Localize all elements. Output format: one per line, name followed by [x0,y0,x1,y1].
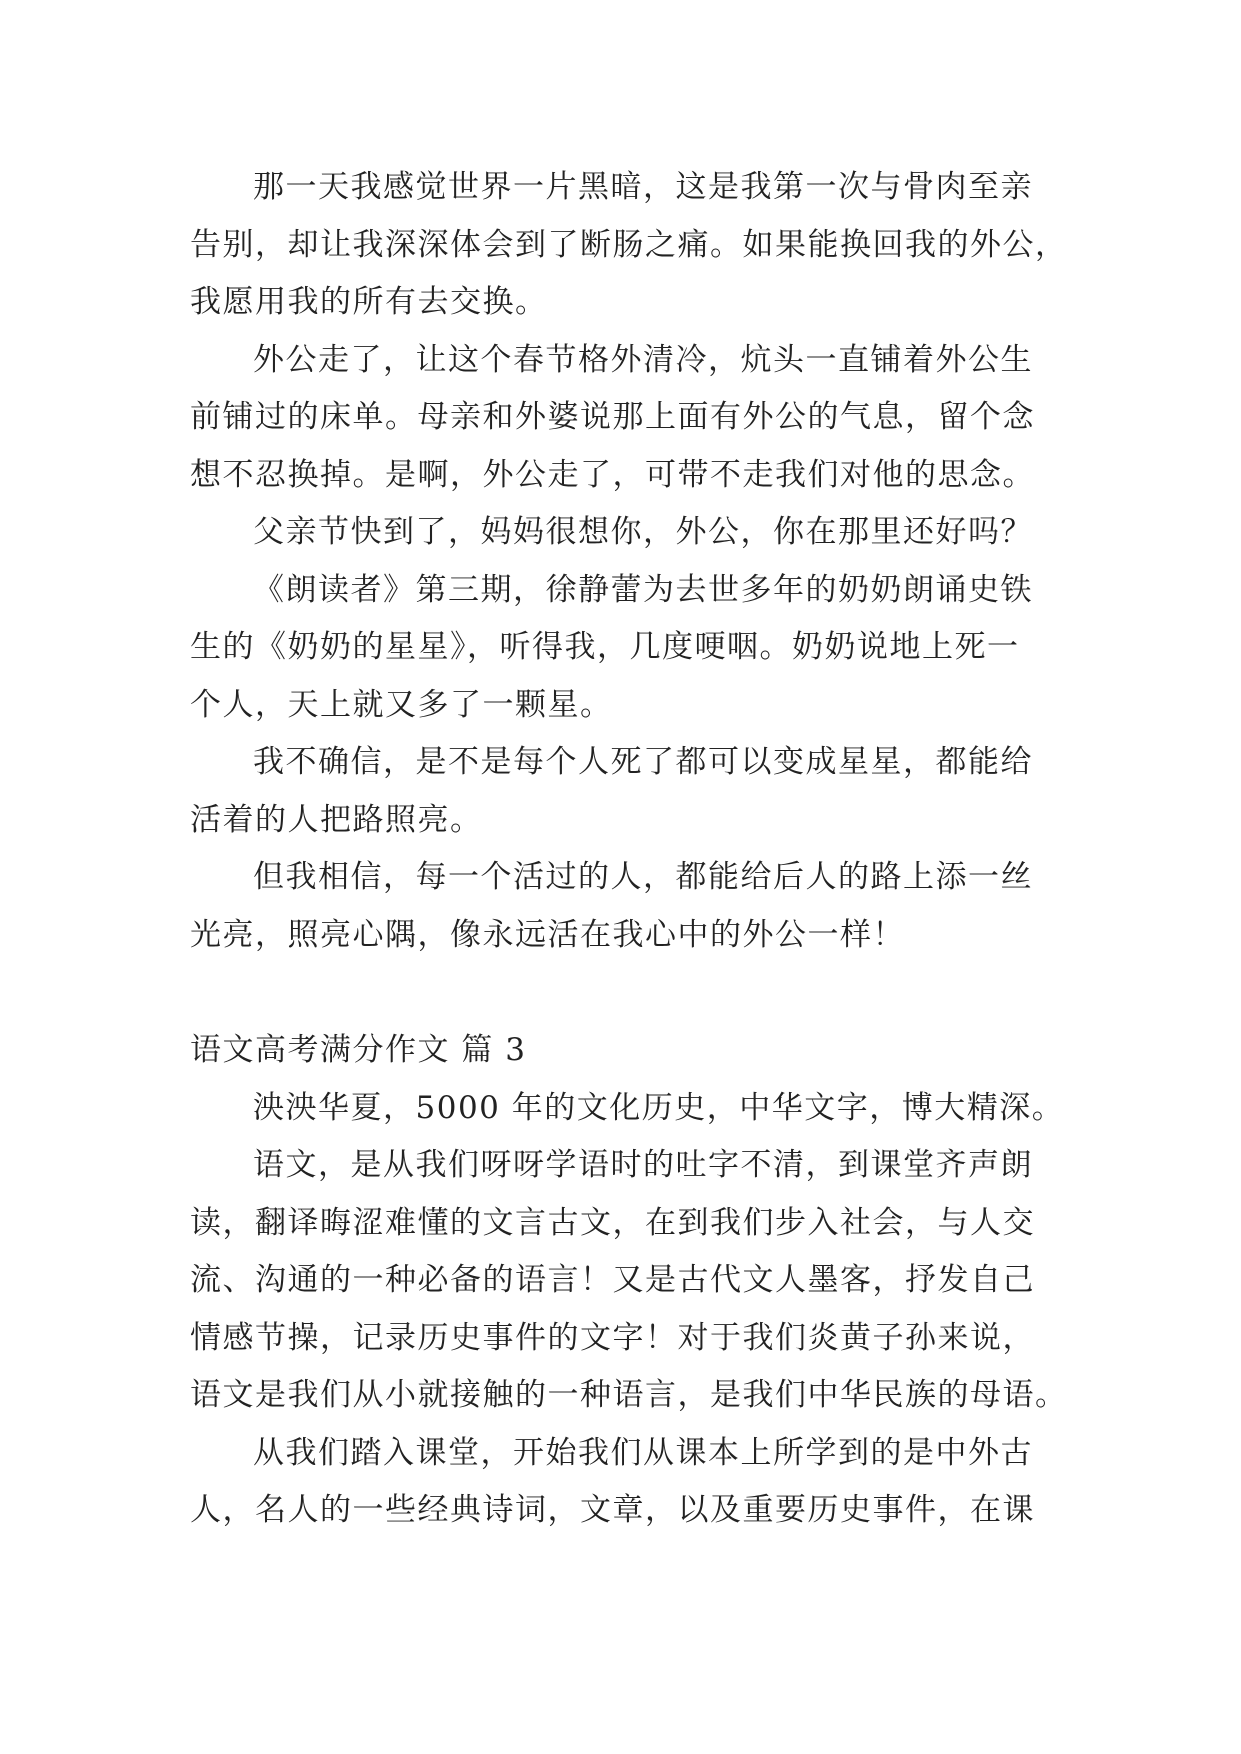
paragraph-line: 情感节操，记录历史事件的文字！对于我们炎黄子孙来说， [190,1320,1035,1356]
paragraph-line: 父亲节快到了，妈妈很想你，外公，你在那里还好吗？ [253,514,1033,550]
paragraph-line: 读，翻译晦涩难懂的文言古文，在到我们步入社会，与人交 [190,1205,1035,1241]
paragraph-line: 泱泱华夏，5000 年的文化历史，中华文字，博大精深。 [253,1090,1065,1126]
paragraph-line: 前铺过的床单。母亲和外婆说那上面有外公的气息，留个念 [190,399,1035,435]
paragraph-line: 我愿用我的所有去交换。 [190,284,548,320]
paragraph-line: 我不确信，是不是每个人死了都可以变成星星，都能给 [253,744,1033,780]
paragraph-line: 那一天我感觉世界一片黑暗，这是我第一次与骨肉至亲 [253,169,1033,205]
paragraph-line: 人，名人的一些经典诗词，文章，以及重要历史事件，在课 [190,1492,1035,1528]
paragraph-line: 想不忍换掉。是啊，外公走了，可带不走我们对他的思念。 [190,457,1035,493]
paragraph-line: 从我们踏入课堂，开始我们从课本上所学到的是中外古 [253,1435,1033,1471]
paragraph-line: 告别，却让我深深体会到了断肠之痛。如果能换回我的外公， [190,227,1068,263]
paragraph-line: 光亮，照亮心隅，像永远活在我心中的外公一样！ [190,917,905,953]
paragraph-line: 语文是我们从小就接触的一种语言，是我们中华民族的母语。 [190,1377,1068,1413]
paragraph-line: 活着的人把路照亮。 [190,802,483,838]
paragraph-line: 但我相信，每一个活过的人，都能给后人的路上添一丝 [253,859,1033,895]
paragraph-line: 流、沟通的一种必备的语言！又是古代文人墨客，抒发自己 [190,1262,1035,1298]
paragraph-line: 外公走了，让这个春节格外清冷，炕头一直铺着外公生 [253,342,1033,378]
section-heading: 语文高考满分作文 篇 3 [190,1032,527,1068]
paragraph-line: 《朗读者》第三期，徐静蕾为去世多年的奶奶朗诵史铁 [253,572,1033,608]
paragraph-line: 个人，天上就又多了一颗星。 [190,687,613,723]
paragraph-line: 语文，是从我们呀呀学语时的吐字不清，到课堂齐声朗 [253,1147,1033,1183]
paragraph-line: 生的《奶奶的星星》，听得我，几度哽咽。奶奶说地上死一 [190,629,1020,665]
